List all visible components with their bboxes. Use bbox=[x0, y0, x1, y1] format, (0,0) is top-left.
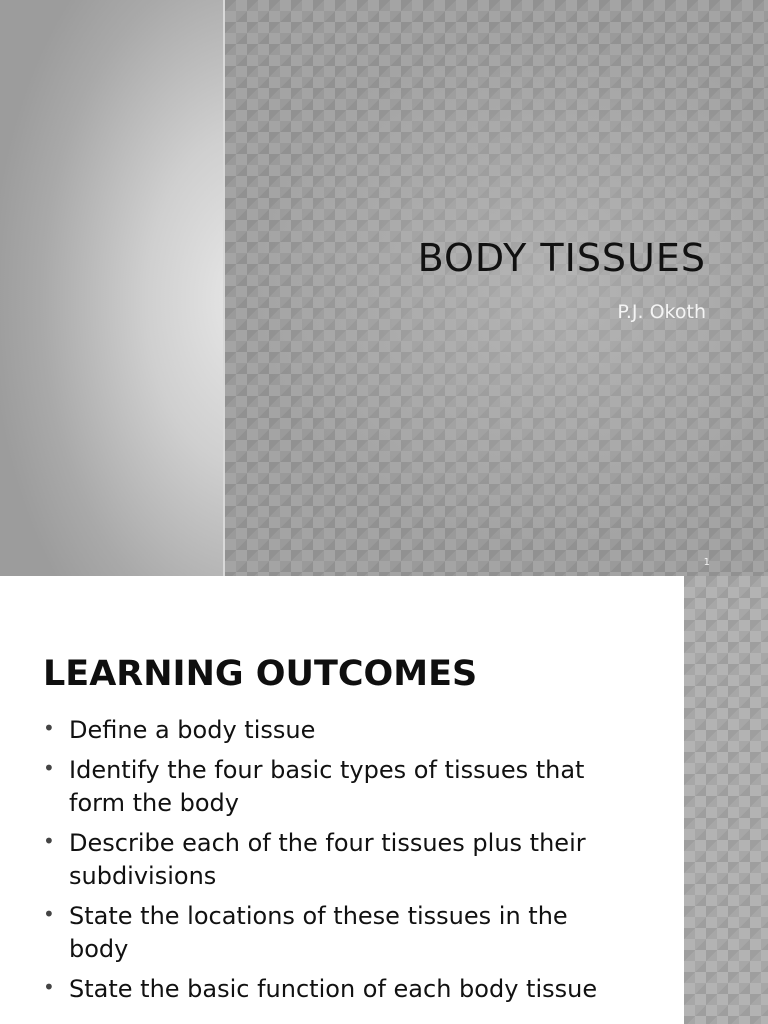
slide-subtitle-author: P.J. Okoth bbox=[617, 301, 706, 323]
bullet-icon: • bbox=[43, 716, 55, 740]
bullet-item bbox=[43, 973, 628, 1006]
bullet-item bbox=[43, 714, 628, 747]
slide-number: 1 bbox=[703, 557, 710, 568]
bullet-item bbox=[43, 827, 628, 893]
bullet-icon: • bbox=[43, 829, 55, 853]
slide-heading: LEARNING OUTCOMES bbox=[43, 654, 478, 694]
bullet-list bbox=[43, 714, 628, 1013]
bullet-text: Describe each of the four tissues plus their subdivisions bbox=[69, 829, 586, 890]
bullet-text: Identify the four basic types of tissues that form the body bbox=[69, 756, 585, 817]
diamond-pattern-background bbox=[225, 0, 768, 576]
bullet-icon: • bbox=[43, 756, 55, 780]
gradient-side-panel bbox=[0, 0, 223, 576]
content-slide bbox=[0, 576, 768, 1024]
bullet-text: State the basic function of each body tissue bbox=[69, 975, 598, 1003]
diamond-pattern-side-strip bbox=[684, 576, 768, 1024]
slide-title: BODY TISSUES bbox=[417, 236, 706, 280]
bullet-icon: • bbox=[43, 902, 55, 926]
bullet-icon: • bbox=[43, 975, 55, 999]
bullet-text: Define a body tissue bbox=[69, 716, 316, 744]
bullet-item bbox=[43, 900, 628, 966]
bullet-text: State the locations of these tissues in the body bbox=[69, 902, 568, 963]
bullet-item bbox=[43, 754, 628, 820]
